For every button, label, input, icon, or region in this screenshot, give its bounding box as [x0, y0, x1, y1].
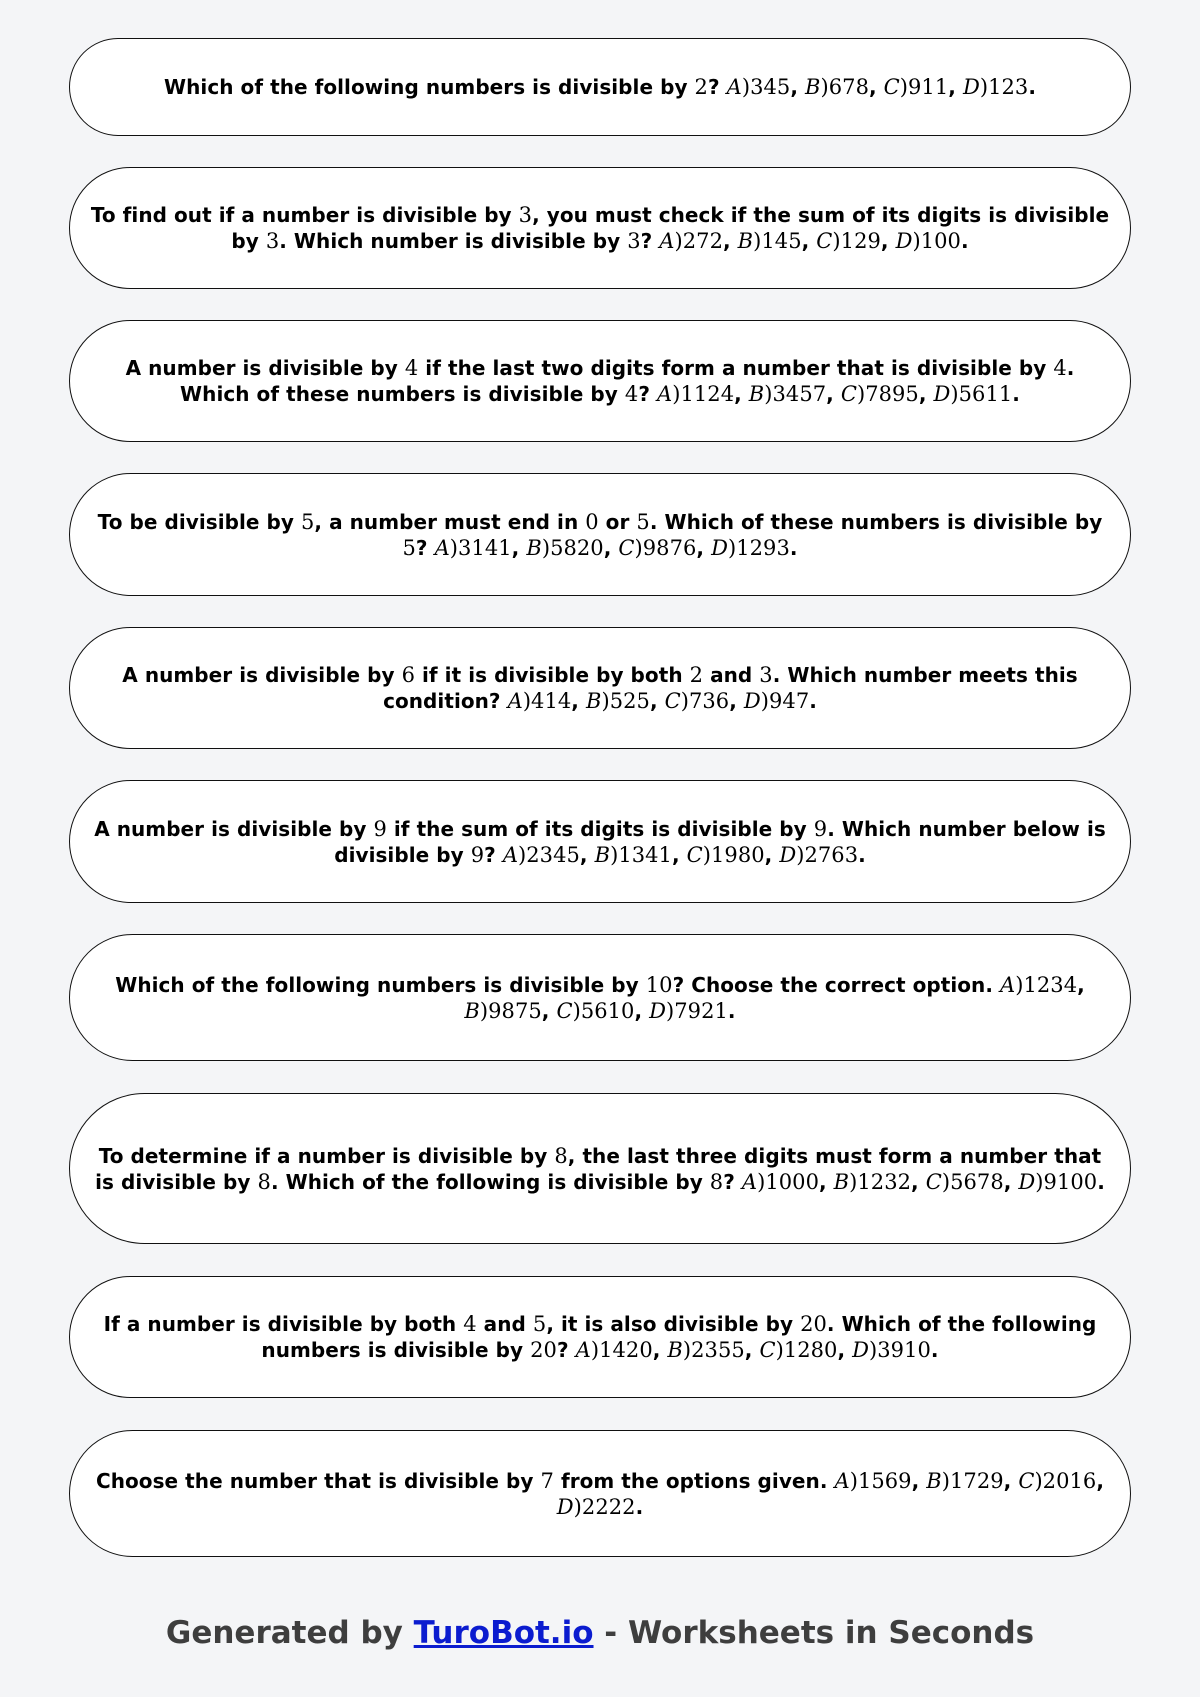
question-card-7 [69, 934, 1131, 1061]
question-card-4 [69, 473, 1131, 596]
question-text: Choose the number that is divisible by 7 from the options given. A)1569, B)1729, C)2016, D)2222. [96, 1468, 1104, 1519]
footer-suffix: - Worksheets in Seconds [593, 1615, 1035, 1651]
question-text: A number is divisible by 6 if it is divisible by both 2 and 3. Which number meets this condition? A)414, B)525, C)736, D)947. [122, 663, 1078, 713]
question-card-9 [69, 1276, 1131, 1398]
question-card-8 [69, 1093, 1131, 1244]
question-text: A number is divisible by 9 if the sum of its digits is divisible by 9. Which number below is divisible by 9? A)2345, B)1341, C)1980, D)2763. [94, 816, 1106, 867]
question-text: Which of the following numbers is divisible by 10? Choose the correct option. A)1234, B)9875, C)5610, D)7921. [115, 972, 1085, 1023]
turobot-link[interactable]: TuroBot.io [413, 1615, 594, 1651]
question-text: To determine if a number is divisible by 8, the last three digits must form a number that is divisible by 8. Which of the following is divisible by 8? A)1000, B)1232, C)5678, D)9100. [95, 1143, 1105, 1194]
question-card-3 [69, 320, 1131, 442]
question-text: Which of the following numbers is divisible by 2? A)345, B)678, C)911, D)123. [164, 75, 1036, 99]
footer-prefix: Generated by [165, 1615, 414, 1651]
question-card-10 [69, 1430, 1131, 1557]
question-card-5 [69, 627, 1131, 749]
question-card-6 [69, 780, 1131, 903]
question-card-2 [69, 167, 1131, 289]
question-text: To be divisible by 5, a number must end in 0 or 5. Which of these numbers is divisible by 5? A)3141, B)5820, C)9876, D)1293. [97, 509, 1103, 560]
question-card-1 [69, 38, 1131, 136]
question-text: If a number is divisible by both 4 and 5, it is also divisible by 20. Which of the following numbers is divisible by 20? A)1420, B)2355, C)1280, D)3910. [103, 1312, 1097, 1362]
question-text: A number is divisible by 4 if the last two digits form a number that is divisible by 4. Which of these numbers is divisible by 4? A)1124, B)3457, C)7895, D)5611. [125, 356, 1075, 406]
question-text: To find out if a number is divisible by 3, you must check if the sum of its digits is divisible by 3. Which number is divisible by 3? A)272, B)145, C)129, D)100. [90, 203, 1110, 253]
footer [0, 1615, 1200, 1651]
